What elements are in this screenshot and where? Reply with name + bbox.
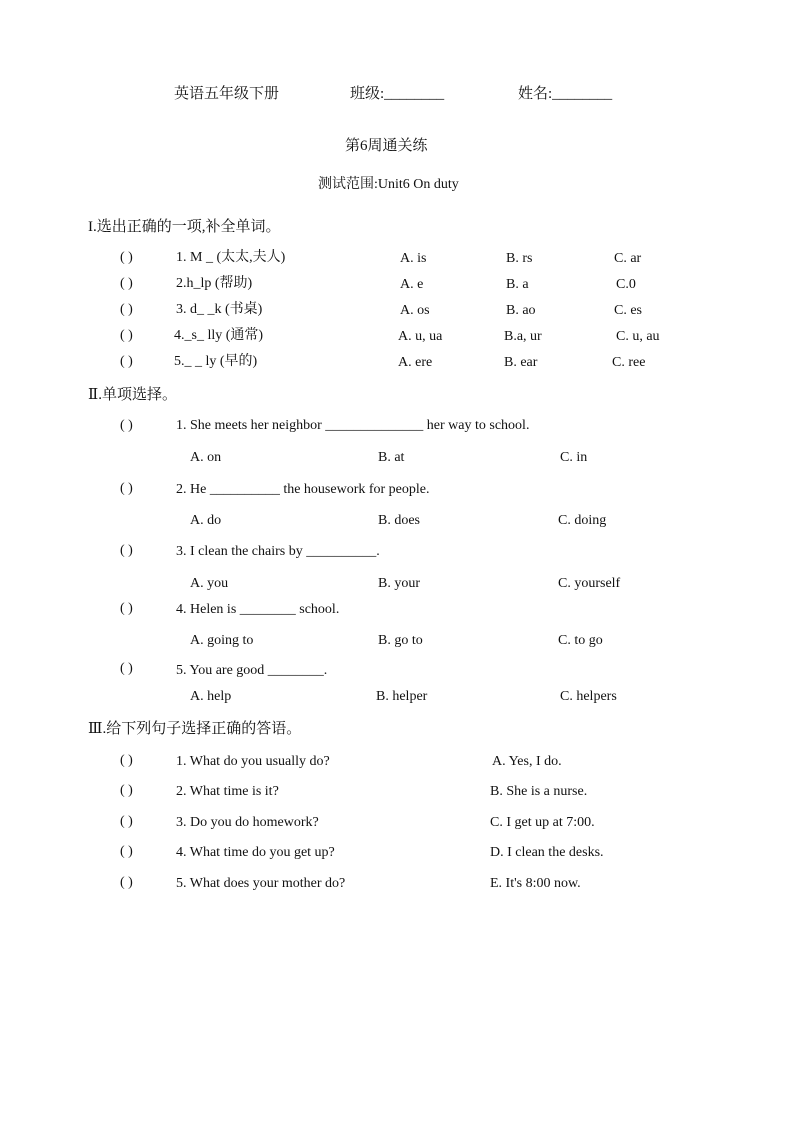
option-c: C. yourself bbox=[558, 576, 621, 591]
answer-option: A. Yes, I do. bbox=[492, 754, 562, 769]
option-b: B. your bbox=[378, 576, 420, 591]
answer-paren: ( ) bbox=[120, 328, 133, 343]
option-b: B. at bbox=[378, 450, 405, 465]
option-a: A. os bbox=[400, 303, 430, 318]
question-text: 4._s_ lly (通常) bbox=[174, 328, 264, 343]
question-text: 1. What do you usually do? bbox=[176, 754, 330, 769]
option-c: C. ar bbox=[614, 251, 642, 266]
answer-paren: ( ) bbox=[120, 814, 133, 829]
answer-paren: ( ) bbox=[120, 844, 133, 859]
answer-paren: ( ) bbox=[120, 481, 133, 496]
option-c: C.0 bbox=[616, 277, 636, 292]
option-a: A. you bbox=[190, 576, 229, 591]
question-text: 2.h_lp (帮助) bbox=[176, 276, 253, 291]
option-a: A. e bbox=[400, 277, 424, 292]
answer-paren: ( ) bbox=[120, 875, 133, 890]
answer-option: E. It's 8:00 now. bbox=[490, 876, 581, 891]
option-b: B. a bbox=[506, 277, 529, 292]
option-a: A. going to bbox=[190, 633, 254, 648]
answer-paren: ( ) bbox=[120, 753, 133, 768]
option-c: C. u, au bbox=[616, 329, 660, 344]
answer-paren: ( ) bbox=[120, 543, 133, 558]
option-a: A. is bbox=[400, 251, 427, 266]
section-heading-2: Ⅱ.单项选择。 bbox=[88, 387, 177, 403]
answer-option: C. I get up at 7:00. bbox=[490, 815, 595, 830]
name-field bbox=[518, 85, 612, 103]
answer-paren: ( ) bbox=[120, 250, 133, 265]
option-a: A. do bbox=[190, 513, 222, 528]
option-b: B. ao bbox=[506, 303, 536, 318]
answer-paren: ( ) bbox=[120, 783, 133, 798]
option-c: C. doing bbox=[558, 513, 607, 528]
answer-paren: ( ) bbox=[120, 276, 133, 291]
option-a: A. ere bbox=[398, 355, 433, 370]
question-text: 2. He __________ the housework for people. bbox=[176, 482, 430, 497]
question-text: 3. I clean the chairs by __________. bbox=[176, 544, 380, 559]
answer-paren: ( ) bbox=[120, 418, 133, 433]
question-text: 5. You are good ________. bbox=[176, 663, 328, 678]
test-scope: 测试范围:Unit6 On duty bbox=[318, 177, 459, 192]
answer-paren: ( ) bbox=[120, 661, 133, 676]
option-a: A. on bbox=[190, 450, 222, 465]
question-text: 5. What does your mother do? bbox=[176, 876, 346, 891]
section-heading-3: Ⅲ.给下列句子选择正确的答语。 bbox=[88, 721, 302, 737]
class-blank: ________ bbox=[384, 86, 445, 102]
question-text: 3. d_ _k (书桌) bbox=[176, 302, 263, 317]
option-a: A. u, ua bbox=[398, 329, 443, 344]
answer-option: B. She is a nurse. bbox=[490, 784, 588, 799]
option-c: C. to go bbox=[558, 633, 603, 648]
option-b: B.a, ur bbox=[504, 329, 542, 344]
option-a: A. help bbox=[190, 689, 232, 704]
class-field bbox=[350, 85, 444, 103]
section-heading-1: I.选出正确的一项,补全单词。 bbox=[88, 219, 281, 235]
page-title: 第6周通关练 bbox=[345, 138, 428, 154]
course-name: 英语五年级下册 bbox=[174, 86, 280, 102]
answer-paren: ( ) bbox=[120, 354, 133, 369]
question-text: 4. What time do you get up? bbox=[176, 845, 335, 860]
question-text: 1. M _ (太太,夫人) bbox=[176, 250, 286, 265]
question-text: 4. Helen is ________ school. bbox=[176, 602, 340, 617]
option-c: C. ree bbox=[612, 355, 646, 370]
option-c: C. in bbox=[560, 450, 588, 465]
question-text: 5._ _ ly (早的) bbox=[174, 354, 258, 369]
class-label: 班级: bbox=[350, 86, 385, 102]
name-label: 姓名: bbox=[518, 86, 553, 102]
option-b: B. ear bbox=[504, 355, 538, 370]
option-b: B. helper bbox=[376, 689, 428, 704]
answer-option: D. I clean the desks. bbox=[490, 845, 604, 860]
answer-paren: ( ) bbox=[120, 601, 133, 616]
option-c: C. es bbox=[614, 303, 642, 318]
name-blank: ________ bbox=[552, 86, 613, 102]
question-text: 3. Do you do homework? bbox=[176, 815, 319, 830]
option-c: C. helpers bbox=[560, 689, 617, 704]
option-b: B. go to bbox=[378, 633, 423, 648]
answer-paren: ( ) bbox=[120, 302, 133, 317]
option-b: B. does bbox=[378, 513, 420, 528]
question-text: 1. She meets her neighbor ______________ her way to school. bbox=[176, 418, 530, 433]
question-text: 2. What time is it? bbox=[176, 784, 279, 799]
option-b: B. rs bbox=[506, 251, 533, 266]
